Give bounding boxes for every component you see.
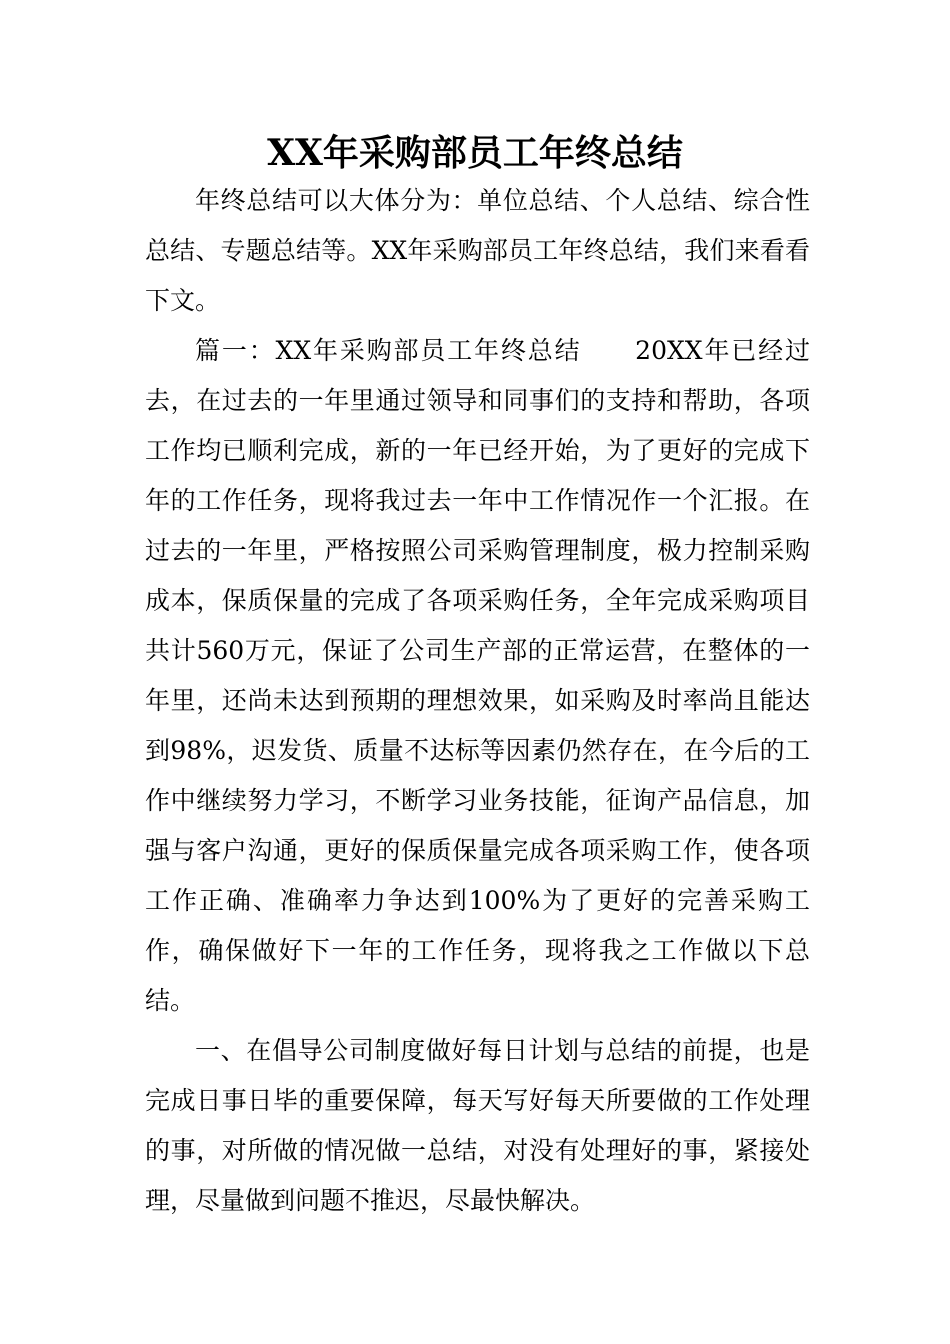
paragraph-intro: 年终总结可以大体分为：单位总结、个人总结、综合性总结、专题总结等。XX年采购部员工年终总结，我们来看看下文。 [145, 186, 810, 315]
document-title: XX年采购部员工年终总结 [267, 132, 683, 174]
paragraph-part-one: 篇一：XX年采购部员工年终总结 20XX年已经过去，在过去的一年里通过领导和同事们的支持和帮助，各项工作均已顺利完成，新的一年已经开始，为了更好的完成下年的工作任务，现将我过去一年中工作情况作一个汇报。在过去的一年里，严格按照公司采购管理制度，极力控制采购成本，保质保量的完成了各项采购任务，全年完成采购项目共计560万元，保证了公司生产部的正常运营，在整体的一年里，还尚未达到预期的理想效果，如采购及时率尚且能达到98%，迟发货、质量不达标等因素仍然存在，在今后的工作中继续努力学习，不断学习业务技能，征询产品信息，加强与客户沟通，更好的保质保量完成各项采购工作，使各项工作正确、准确率力争达到100%为了更好的完善采购工作，确保做好下一年的工作任务，现将我之工作做以下总结。 [145, 336, 810, 1015]
document-body [145, 176, 810, 1226]
paragraph-item-one: 一、在倡导公司制度做好每日计划与总结的前提，也是完成日事日毕的重要保障，每天写好每天所要做的工作处理的事，对所做的情况做一总结，对没有处理好的事，紧接处理，尽量做到问题不推迟，尽最快解决。 [145, 1036, 810, 1215]
